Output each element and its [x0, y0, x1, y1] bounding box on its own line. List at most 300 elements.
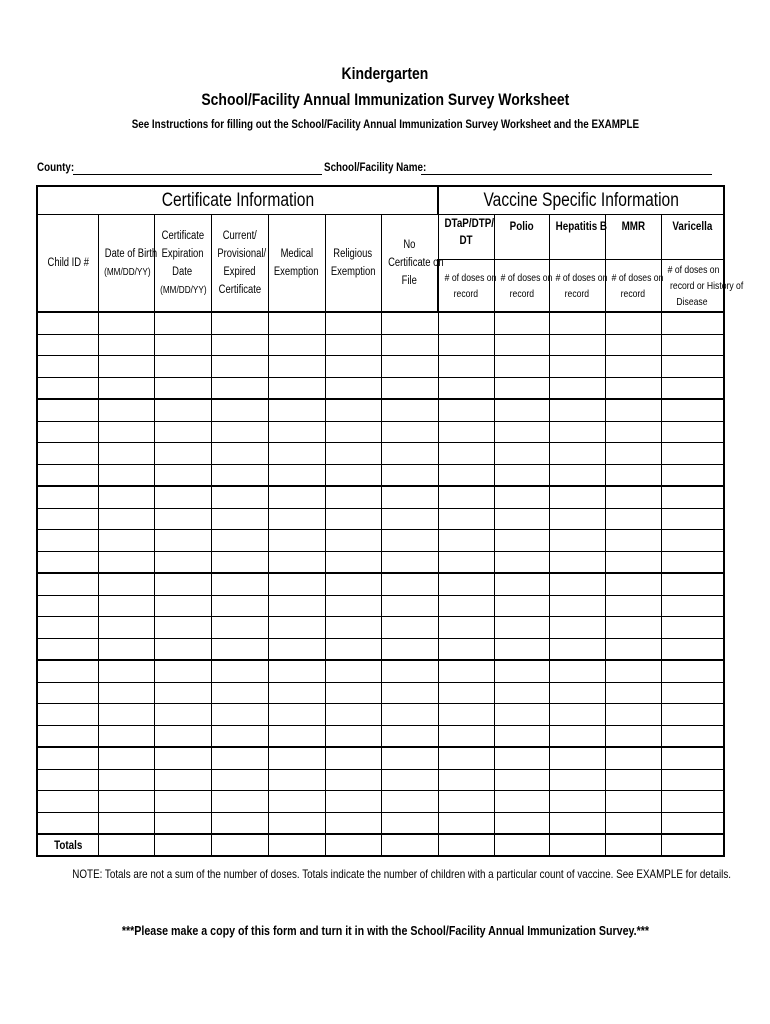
entry-cell[interactable] — [154, 377, 211, 399]
entry-cell[interactable] — [268, 377, 325, 399]
entry-cell[interactable] — [438, 464, 494, 486]
entry-cell[interactable] — [438, 377, 494, 399]
entry-cell[interactable] — [549, 617, 605, 639]
entry-cell[interactable] — [549, 399, 605, 421]
entry-cell[interactable] — [98, 399, 154, 421]
entry-cell[interactable] — [438, 421, 494, 443]
entry-cell[interactable] — [37, 356, 98, 378]
totals-cell[interactable] — [605, 834, 661, 856]
entry-cell[interactable] — [494, 682, 549, 704]
entry-cell[interactable] — [154, 312, 211, 334]
entry-cell[interactable] — [268, 617, 325, 639]
entry-cell[interactable] — [605, 464, 661, 486]
entry-cell[interactable] — [268, 573, 325, 595]
entry-cell[interactable] — [211, 682, 268, 704]
entry-cell[interactable] — [37, 421, 98, 443]
entry-cell[interactable] — [661, 769, 724, 791]
entry-cell[interactable] — [37, 812, 98, 834]
entry-cell[interactable] — [494, 551, 549, 573]
entry-cell[interactable] — [438, 399, 494, 421]
entry-cell[interactable] — [211, 617, 268, 639]
entry-cell[interactable] — [268, 464, 325, 486]
entry-cell[interactable] — [154, 704, 211, 726]
entry-cell[interactable] — [37, 312, 98, 334]
entry-cell[interactable] — [381, 421, 438, 443]
entry-cell[interactable] — [325, 399, 381, 421]
entry-cell[interactable] — [438, 769, 494, 791]
entry-cell[interactable] — [98, 421, 154, 443]
entry-cell[interactable] — [325, 660, 381, 682]
entry-cell[interactable] — [549, 682, 605, 704]
entry-cell[interactable] — [268, 334, 325, 356]
totals-cell[interactable] — [268, 834, 325, 856]
entry-cell[interactable] — [494, 725, 549, 747]
entry-cell[interactable] — [37, 747, 98, 769]
entry-cell[interactable] — [381, 334, 438, 356]
entry-cell[interactable] — [661, 399, 724, 421]
entry-cell[interactable] — [268, 312, 325, 334]
entry-cell[interactable] — [154, 530, 211, 552]
entry-cell[interactable] — [438, 312, 494, 334]
entry-cell[interactable] — [325, 725, 381, 747]
entry-cell[interactable] — [438, 551, 494, 573]
entry-cell[interactable] — [605, 595, 661, 617]
entry-cell[interactable] — [661, 747, 724, 769]
entry-cell[interactable] — [98, 747, 154, 769]
entry-cell[interactable] — [268, 725, 325, 747]
entry-cell[interactable] — [494, 312, 549, 334]
totals-cell[interactable] — [98, 834, 154, 856]
entry-cell[interactable] — [154, 399, 211, 421]
entry-cell[interactable] — [661, 377, 724, 399]
entry-cell[interactable] — [37, 530, 98, 552]
entry-cell[interactable] — [211, 356, 268, 378]
entry-cell[interactable] — [494, 812, 549, 834]
instructions-link[interactable]: See Instructions for filling out the School/Facility Annual Immunization Survey Worksheet and the EXAMPLE — [131, 117, 639, 131]
entry-cell[interactable] — [154, 443, 211, 465]
entry-cell[interactable] — [605, 334, 661, 356]
entry-cell[interactable] — [211, 486, 268, 508]
entry-cell[interactable] — [211, 638, 268, 660]
entry-cell[interactable] — [154, 812, 211, 834]
entry-cell[interactable] — [494, 617, 549, 639]
entry-cell[interactable] — [605, 312, 661, 334]
entry-cell[interactable] — [661, 595, 724, 617]
entry-cell[interactable] — [549, 508, 605, 530]
entry-cell[interactable] — [211, 530, 268, 552]
entry-cell[interactable] — [154, 356, 211, 378]
school-name-field[interactable] — [421, 174, 712, 175]
entry-cell[interactable] — [494, 747, 549, 769]
entry-cell[interactable] — [605, 486, 661, 508]
entry-cell[interactable] — [549, 704, 605, 726]
entry-cell[interactable] — [154, 595, 211, 617]
entry-cell[interactable] — [211, 508, 268, 530]
entry-cell[interactable] — [661, 443, 724, 465]
entry-cell[interactable] — [154, 486, 211, 508]
entry-cell[interactable] — [98, 573, 154, 595]
totals-cell[interactable] — [325, 834, 381, 856]
entry-cell[interactable] — [37, 704, 98, 726]
entry-cell[interactable] — [438, 617, 494, 639]
entry-cell[interactable] — [211, 399, 268, 421]
entry-cell[interactable] — [438, 725, 494, 747]
entry-cell[interactable] — [549, 312, 605, 334]
entry-cell[interactable] — [661, 530, 724, 552]
entry-cell[interactable] — [661, 617, 724, 639]
entry-cell[interactable] — [268, 595, 325, 617]
entry-cell[interactable] — [438, 573, 494, 595]
entry-cell[interactable] — [98, 725, 154, 747]
entry-cell[interactable] — [549, 725, 605, 747]
entry-cell[interactable] — [154, 573, 211, 595]
entry-cell[interactable] — [37, 769, 98, 791]
entry-cell[interactable] — [98, 443, 154, 465]
entry-cell[interactable] — [438, 530, 494, 552]
entry-cell[interactable] — [325, 464, 381, 486]
entry-cell[interactable] — [549, 791, 605, 813]
entry-cell[interactable] — [268, 356, 325, 378]
entry-cell[interactable] — [605, 747, 661, 769]
totals-cell[interactable] — [211, 834, 268, 856]
entry-cell[interactable] — [549, 356, 605, 378]
entry-cell[interactable] — [381, 812, 438, 834]
entry-cell[interactable] — [37, 725, 98, 747]
entry-cell[interactable] — [98, 704, 154, 726]
entry-cell[interactable] — [268, 399, 325, 421]
entry-cell[interactable] — [325, 312, 381, 334]
entry-cell[interactable] — [37, 617, 98, 639]
entry-cell[interactable] — [438, 682, 494, 704]
entry-cell[interactable] — [661, 725, 724, 747]
entry-cell[interactable] — [37, 660, 98, 682]
entry-cell[interactable] — [154, 638, 211, 660]
entry-cell[interactable] — [605, 551, 661, 573]
entry-cell[interactable] — [661, 573, 724, 595]
entry-cell[interactable] — [325, 682, 381, 704]
entry-cell[interactable] — [381, 617, 438, 639]
entry-cell[interactable] — [325, 508, 381, 530]
entry-cell[interactable] — [98, 617, 154, 639]
entry-cell[interactable] — [211, 377, 268, 399]
entry-cell[interactable] — [494, 334, 549, 356]
entry-cell[interactable] — [549, 530, 605, 552]
entry-cell[interactable] — [211, 312, 268, 334]
entry-cell[interactable] — [661, 638, 724, 660]
entry-cell[interactable] — [438, 508, 494, 530]
entry-cell[interactable] — [605, 682, 661, 704]
entry-cell[interactable] — [268, 421, 325, 443]
entry-cell[interactable] — [438, 486, 494, 508]
entry-cell[interactable] — [381, 725, 438, 747]
entry-cell[interactable] — [98, 769, 154, 791]
entry-cell[interactable] — [494, 486, 549, 508]
entry-cell[interactable] — [381, 704, 438, 726]
entry-cell[interactable] — [494, 421, 549, 443]
entry-cell[interactable] — [211, 769, 268, 791]
entry-cell[interactable] — [661, 312, 724, 334]
entry-cell[interactable] — [381, 791, 438, 813]
entry-cell[interactable] — [98, 312, 154, 334]
entry-cell[interactable] — [381, 573, 438, 595]
entry-cell[interactable] — [154, 421, 211, 443]
entry-cell[interactable] — [325, 334, 381, 356]
entry-cell[interactable] — [549, 769, 605, 791]
entry-cell[interactable] — [325, 486, 381, 508]
entry-cell[interactable] — [211, 725, 268, 747]
entry-cell[interactable] — [325, 530, 381, 552]
entry-cell[interactable] — [211, 334, 268, 356]
entry-cell[interactable] — [211, 595, 268, 617]
entry-cell[interactable] — [438, 791, 494, 813]
entry-cell[interactable] — [268, 530, 325, 552]
entry-cell[interactable] — [268, 486, 325, 508]
entry-cell[interactable] — [211, 660, 268, 682]
entry-cell[interactable] — [268, 508, 325, 530]
entry-cell[interactable] — [381, 682, 438, 704]
entry-cell[interactable] — [98, 551, 154, 573]
entry-cell[interactable] — [211, 791, 268, 813]
entry-cell[interactable] — [605, 356, 661, 378]
entry-cell[interactable] — [211, 747, 268, 769]
entry-cell[interactable] — [37, 443, 98, 465]
entry-cell[interactable] — [98, 682, 154, 704]
entry-cell[interactable] — [605, 573, 661, 595]
totals-cell[interactable] — [438, 834, 494, 856]
entry-cell[interactable] — [37, 682, 98, 704]
entry-cell[interactable] — [494, 399, 549, 421]
entry-cell[interactable] — [37, 508, 98, 530]
entry-cell[interactable] — [438, 443, 494, 465]
entry-cell[interactable] — [98, 812, 154, 834]
entry-cell[interactable] — [438, 747, 494, 769]
entry-cell[interactable] — [98, 356, 154, 378]
entry-cell[interactable] — [381, 551, 438, 573]
entry-cell[interactable] — [494, 508, 549, 530]
entry-cell[interactable] — [494, 573, 549, 595]
entry-cell[interactable] — [438, 660, 494, 682]
entry-cell[interactable] — [661, 704, 724, 726]
entry-cell[interactable] — [154, 334, 211, 356]
entry-cell[interactable] — [98, 377, 154, 399]
entry-cell[interactable] — [381, 464, 438, 486]
totals-cell[interactable] — [661, 834, 724, 856]
entry-cell[interactable] — [661, 508, 724, 530]
entry-cell[interactable] — [605, 660, 661, 682]
entry-cell[interactable] — [37, 377, 98, 399]
entry-cell[interactable] — [98, 334, 154, 356]
entry-cell[interactable] — [605, 508, 661, 530]
entry-cell[interactable] — [37, 595, 98, 617]
entry-cell[interactable] — [381, 443, 438, 465]
entry-cell[interactable] — [325, 617, 381, 639]
entry-cell[interactable] — [98, 508, 154, 530]
entry-cell[interactable] — [438, 334, 494, 356]
entry-cell[interactable] — [268, 704, 325, 726]
entry-cell[interactable] — [494, 530, 549, 552]
entry-cell[interactable] — [549, 421, 605, 443]
entry-cell[interactable] — [549, 334, 605, 356]
totals-cell[interactable] — [494, 834, 549, 856]
entry-cell[interactable] — [268, 682, 325, 704]
entry-cell[interactable] — [438, 356, 494, 378]
entry-cell[interactable] — [605, 530, 661, 552]
entry-cell[interactable] — [438, 812, 494, 834]
entry-cell[interactable] — [549, 660, 605, 682]
entry-cell[interactable] — [325, 595, 381, 617]
entry-cell[interactable] — [661, 551, 724, 573]
entry-cell[interactable] — [325, 638, 381, 660]
entry-cell[interactable] — [661, 334, 724, 356]
entry-cell[interactable] — [549, 486, 605, 508]
entry-cell[interactable] — [37, 573, 98, 595]
entry-cell[interactable] — [37, 334, 98, 356]
entry-cell[interactable] — [605, 443, 661, 465]
entry-cell[interactable] — [661, 464, 724, 486]
entry-cell[interactable] — [37, 486, 98, 508]
entry-cell[interactable] — [438, 704, 494, 726]
entry-cell[interactable] — [549, 443, 605, 465]
totals-cell[interactable] — [154, 834, 211, 856]
entry-cell[interactable] — [325, 573, 381, 595]
entry-cell[interactable] — [494, 443, 549, 465]
entry-cell[interactable] — [605, 769, 661, 791]
entry-cell[interactable] — [325, 377, 381, 399]
entry-cell[interactable] — [605, 617, 661, 639]
entry-cell[interactable] — [605, 791, 661, 813]
entry-cell[interactable] — [661, 486, 724, 508]
entry-cell[interactable] — [381, 356, 438, 378]
entry-cell[interactable] — [661, 421, 724, 443]
entry-cell[interactable] — [381, 747, 438, 769]
entry-cell[interactable] — [211, 551, 268, 573]
entry-cell[interactable] — [494, 464, 549, 486]
entry-cell[interactable] — [268, 747, 325, 769]
entry-cell[interactable] — [381, 377, 438, 399]
entry-cell[interactable] — [211, 443, 268, 465]
entry-cell[interactable] — [154, 747, 211, 769]
entry-cell[interactable] — [381, 595, 438, 617]
entry-cell[interactable] — [154, 551, 211, 573]
entry-cell[interactable] — [661, 660, 724, 682]
entry-cell[interactable] — [325, 791, 381, 813]
totals-cell[interactable] — [549, 834, 605, 856]
entry-cell[interactable] — [605, 399, 661, 421]
entry-cell[interactable] — [381, 660, 438, 682]
entry-cell[interactable] — [549, 812, 605, 834]
entry-cell[interactable] — [605, 638, 661, 660]
entry-cell[interactable] — [605, 377, 661, 399]
entry-cell[interactable] — [549, 464, 605, 486]
entry-cell[interactable] — [268, 551, 325, 573]
entry-cell[interactable] — [494, 638, 549, 660]
entry-cell[interactable] — [381, 530, 438, 552]
entry-cell[interactable] — [549, 595, 605, 617]
entry-cell[interactable] — [154, 682, 211, 704]
entry-cell[interactable] — [37, 551, 98, 573]
entry-cell[interactable] — [37, 399, 98, 421]
entry-cell[interactable] — [661, 682, 724, 704]
entry-cell[interactable] — [325, 747, 381, 769]
entry-cell[interactable] — [98, 464, 154, 486]
entry-cell[interactable] — [605, 421, 661, 443]
entry-cell[interactable] — [438, 638, 494, 660]
entry-cell[interactable] — [325, 443, 381, 465]
entry-cell[interactable] — [325, 769, 381, 791]
entry-cell[interactable] — [154, 725, 211, 747]
entry-cell[interactable] — [494, 704, 549, 726]
entry-cell[interactable] — [268, 812, 325, 834]
entry-cell[interactable] — [98, 791, 154, 813]
entry-cell[interactable] — [154, 508, 211, 530]
entry-cell[interactable] — [381, 399, 438, 421]
entry-cell[interactable] — [325, 421, 381, 443]
entry-cell[interactable] — [494, 377, 549, 399]
entry-cell[interactable] — [661, 791, 724, 813]
entry-cell[interactable] — [211, 573, 268, 595]
entry-cell[interactable] — [211, 704, 268, 726]
entry-cell[interactable] — [381, 486, 438, 508]
entry-cell[interactable] — [154, 660, 211, 682]
totals-cell[interactable] — [381, 834, 438, 856]
entry-cell[interactable] — [438, 595, 494, 617]
entry-cell[interactable] — [154, 617, 211, 639]
entry-cell[interactable] — [325, 356, 381, 378]
entry-cell[interactable] — [549, 377, 605, 399]
entry-cell[interactable] — [268, 660, 325, 682]
entry-cell[interactable] — [494, 769, 549, 791]
entry-cell[interactable] — [605, 812, 661, 834]
entry-cell[interactable] — [211, 812, 268, 834]
entry-cell[interactable] — [154, 791, 211, 813]
entry-cell[interactable] — [605, 725, 661, 747]
county-field[interactable] — [73, 174, 322, 175]
entry-cell[interactable] — [494, 791, 549, 813]
entry-cell[interactable] — [268, 769, 325, 791]
entry-cell[interactable] — [37, 791, 98, 813]
entry-cell[interactable] — [494, 356, 549, 378]
entry-cell[interactable] — [605, 704, 661, 726]
entry-cell[interactable] — [381, 769, 438, 791]
entry-cell[interactable] — [154, 464, 211, 486]
entry-cell[interactable] — [268, 791, 325, 813]
entry-cell[interactable] — [381, 508, 438, 530]
entry-cell[interactable] — [549, 573, 605, 595]
entry-cell[interactable] — [37, 464, 98, 486]
entry-cell[interactable] — [98, 660, 154, 682]
entry-cell[interactable] — [325, 704, 381, 726]
entry-cell[interactable] — [661, 356, 724, 378]
entry-cell[interactable] — [549, 551, 605, 573]
entry-cell[interactable] — [98, 530, 154, 552]
entry-cell[interactable] — [325, 812, 381, 834]
entry-cell[interactable] — [549, 747, 605, 769]
entry-cell[interactable] — [381, 638, 438, 660]
entry-cell[interactable] — [98, 638, 154, 660]
entry-cell[interactable] — [549, 638, 605, 660]
entry-cell[interactable] — [494, 660, 549, 682]
entry-cell[interactable] — [381, 312, 438, 334]
entry-cell[interactable] — [494, 595, 549, 617]
entry-cell[interactable] — [37, 638, 98, 660]
entry-cell[interactable] — [268, 443, 325, 465]
entry-cell[interactable] — [98, 595, 154, 617]
entry-cell[interactable] — [211, 464, 268, 486]
entry-cell[interactable] — [325, 551, 381, 573]
entry-cell[interactable] — [98, 486, 154, 508]
entry-cell[interactable] — [154, 769, 211, 791]
entry-cell[interactable] — [661, 812, 724, 834]
